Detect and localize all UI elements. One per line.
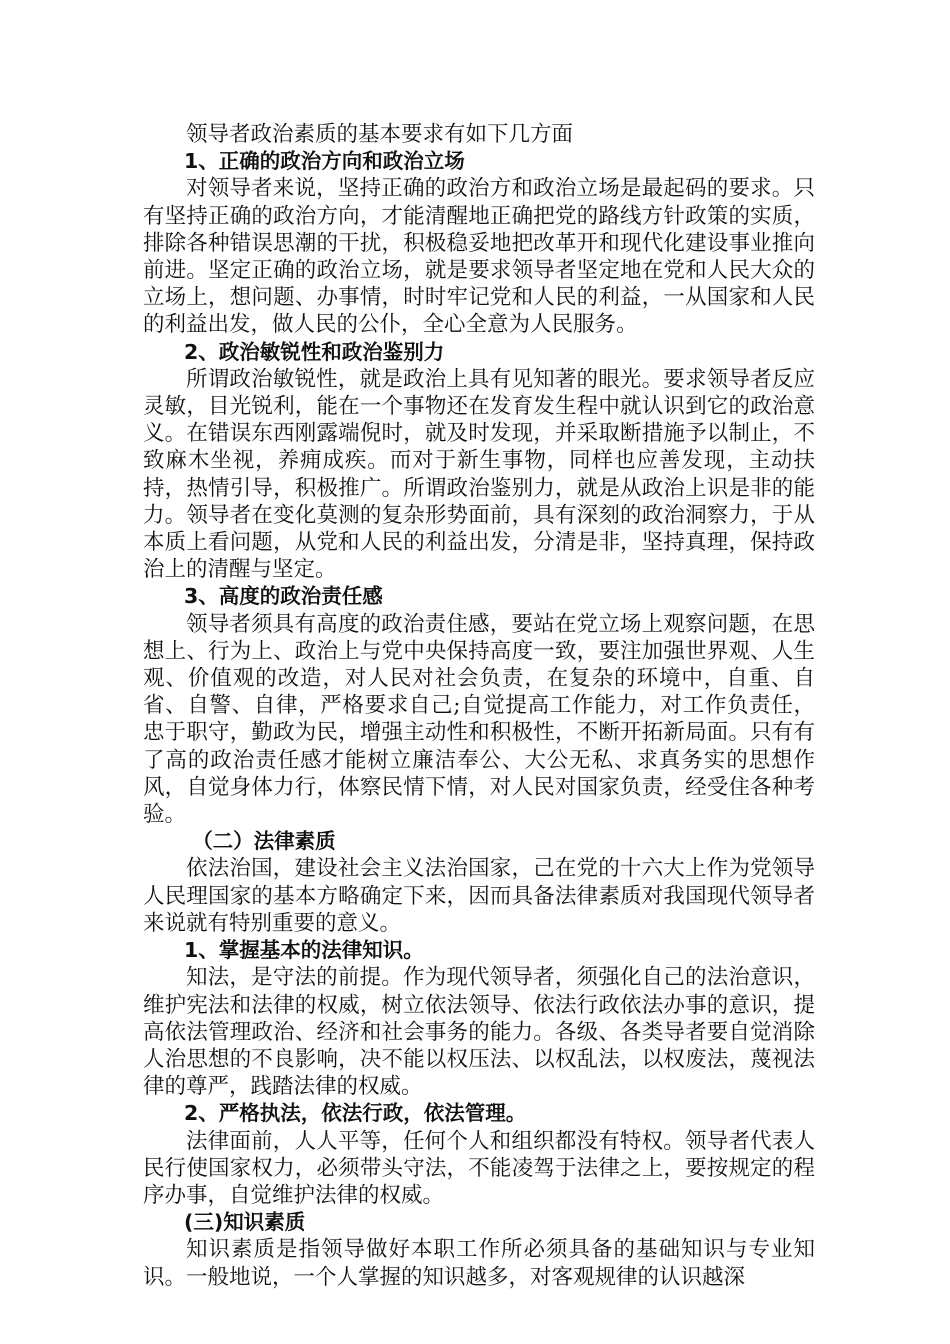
paragraph-political-responsibility: 领导者须具有高度的政治责住感，要站在党立场上观察问题，在思想上、行为上、政治上与党中央保持高度一致，要注加强世界观、人生观、价值观的改造，对人民对社会负责，在复杂的环境中，自重、自省、自警、自律，严格要求自己;自觉提高工作能力，对工作负责任，忠于职守，勤政为民，增强主动性和积极性，不断开拓新局面。只有有了高的政治责任感才能树立廉洁奉公、大公无私、求真务实的思想作风，自觉身体力行，体察民情下情，对人民对国家负责，经受住各种考验。 [143,611,815,828]
section-knowledge-quality: (三)知识素质 [184,1210,306,1235]
intro-line: 领导者政治素质的基本要求有如下几方面 [186,122,574,147]
paragraph-knowledge-quality: 知识素质是指领导做好本职工作所必须具备的基础知识与专业知识。一般地说，一个人掌握的知识越多，对客观规律的认识越深 [143,1237,815,1290]
section-legal-quality: （二）法律素质 [192,829,336,854]
document-page [143,121,815,1291]
paragraph-legal-knowledge: 知法，是守法的前提。作为现代领导者，须强化自己的法治意识，维护宪法和法律的权威，树立依法领导、依法行政依法办事的意识，提高依法管理政治、经济和社会事务的能力。各级、各类导者要自觉消除人治思想的不良影响，决不能以权压法、以权乱法，以权废法，蔑视法律的尊严，践踏法律的权威。 [143,965,815,1100]
heading-political-direction: 1、正确的政治方向和政治立场 [184,149,465,174]
heading-law-enforcement: 2、严格执法，依法行政，依法管理。 [184,1101,527,1126]
paragraph-political-sensitivity: 所谓政治敏锐性，就是政治上具有见知著的眼光。要求领导者反应灵敏，目光锐利，能在一个事物还在发育发生程中就认识到它的政治意义。在错误东西刚露端倪时，就及时发现，并采取断措施予以制止，不致麻木坐视，养痈成疾。而对于新生事物，同样也应善发现，主动扶持，热情引导，积极推广。所谓政治鉴别力，就是从政治上识是非的能力。领导者在变化莫测的复杂形势面前，具有深刻的政治洞察力，于从本质上看问题，从党和人民的利益出发，分清是非，坚持真理，保持政治上的清醒与坚定。 [143,366,815,583]
heading-political-sensitivity: 2、政治敏锐性和政治鉴别力 [184,339,445,364]
paragraph-law-enforcement: 法律面前，人人平等，任何个人和组织都没有特权。领导者代表人民行使国家权力，必须带头守法，不能凌驾于法律之上，要按规定的程序办事，自觉维护法律的权威。 [143,1128,815,1208]
heading-political-responsibility: 3、高度的政治责任感 [184,584,383,609]
heading-legal-knowledge: 1、掌握基本的法律知识。 [184,938,424,963]
paragraph-political-direction: 对领导者来说，坚持正确的政治方和政治立场是最起码的要求。只有坚持正确的政治方向，才能清醒地正确把党的路线方针政策的实质，排除各种错误思潮的干扰，积极稳妥地把改革开和现代化建设事业推向前进。坚定正确的政治立场，就是要求领导者坚定地在党和人民大众的立场上，想问题、办事情，时时牢记党和人民的利益，一从国家和人民的利益出发，做人民的公仆，全心全意为人民服务。 [143,176,815,338]
paragraph-legal-quality: 依法治国，建设社会主义法治国家，己在党的十六大上作为党领导人民理国家的基本方略确定下来，因而具备法律素质对我国现代领导者来说就有特别重要的意义。 [143,856,815,936]
